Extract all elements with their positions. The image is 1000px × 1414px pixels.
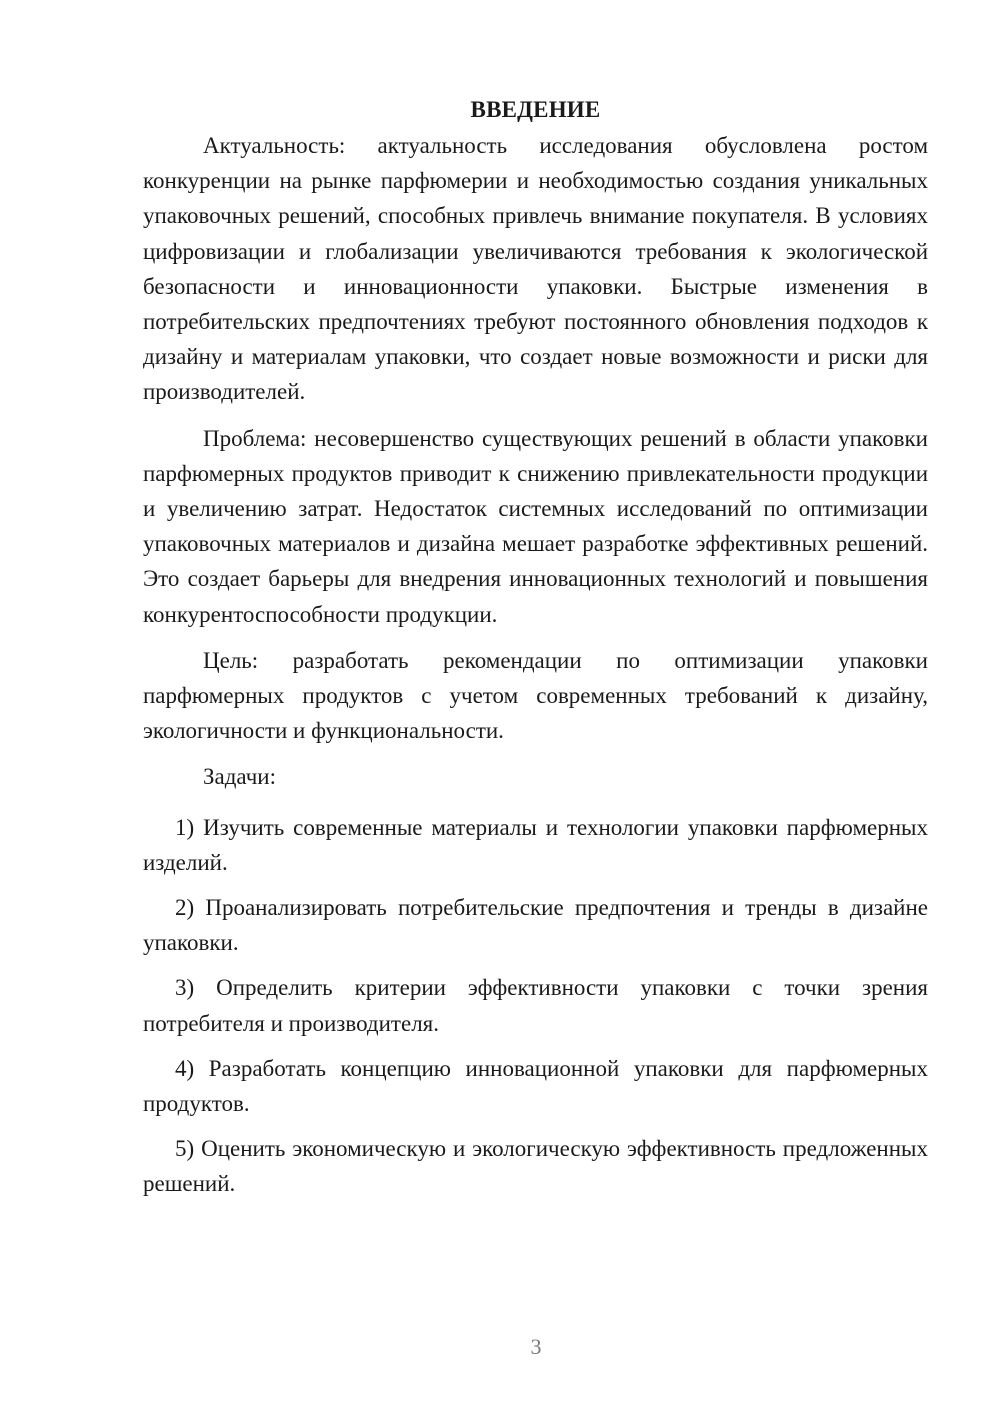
list-item-text: Изучить современные материалы и технологии упаковки парфюмерных изделий. bbox=[143, 814, 929, 875]
list-item-text: Определить критерии эффективности упаковки с точки зрения потребителя и производителя. bbox=[143, 975, 928, 1036]
section-heading: ВВЕДЕНИЕ bbox=[470, 97, 601, 122]
problem-paragraph: Проблема: несовершенство существующих решений в области упаковки парфюмерных продуктов приводит к снижению привлекательности продукции и увеличению затрат. Недостаток системных исследований по оптимизации упаковочных материалов и дизайна мешает разработке эффективных решений. Это создает барьеры для внедрения инновационных технологий и повышения конкурентоспособности продукции. bbox=[143, 425, 928, 627]
list-item-text: Оценить экономическую и экологическую эффективность предложенных решений. bbox=[143, 1136, 928, 1197]
list-item bbox=[143, 810, 928, 880]
goal-paragraph: Цель: разработать рекомендации по оптимизации упаковки парфюмерных продуктов с учетом современных требований к дизайну, экологичности и функциональности. bbox=[143, 647, 928, 744]
tasks-label: Задачи: bbox=[203, 764, 276, 790]
list-item-number: 5) bbox=[175, 1136, 195, 1162]
list-item-text: Проанализировать потребительские предпочтения и тренды в дизайне упаковки. bbox=[143, 895, 928, 956]
list-item-text: Разработать концепцию инновационной упаковки для парфюмерных продуктов. bbox=[143, 1055, 928, 1117]
document-page bbox=[143, 92, 928, 1212]
list-item-number: 4) bbox=[175, 1055, 195, 1081]
list-item bbox=[143, 1051, 928, 1121]
page-number: 3 bbox=[530, 1334, 542, 1359]
list-item bbox=[143, 1131, 928, 1201]
list-item-number: 1) bbox=[175, 814, 195, 840]
list-item-number: 3) bbox=[175, 975, 195, 1001]
list-item-number: 2) bbox=[175, 895, 195, 921]
list-item bbox=[143, 970, 928, 1040]
relevance-paragraph: Актуальность: актуальность исследования обусловлена ростом конкуренции на рынке парфюмерии и необходимостью создания уникальных упаковочных решений, способных привлечь внимание покупателя. В условиях цифровизации и глобализации увеличиваются требования к экологической безопасности и инновационности упаковки. Быстрые изменения в потребительских предпочтениях требуют постоянного обновления подходов к дизайну и материалам упаковки, что создает новые возможности и риски для производителей. bbox=[143, 133, 928, 405]
list-item bbox=[143, 890, 928, 960]
